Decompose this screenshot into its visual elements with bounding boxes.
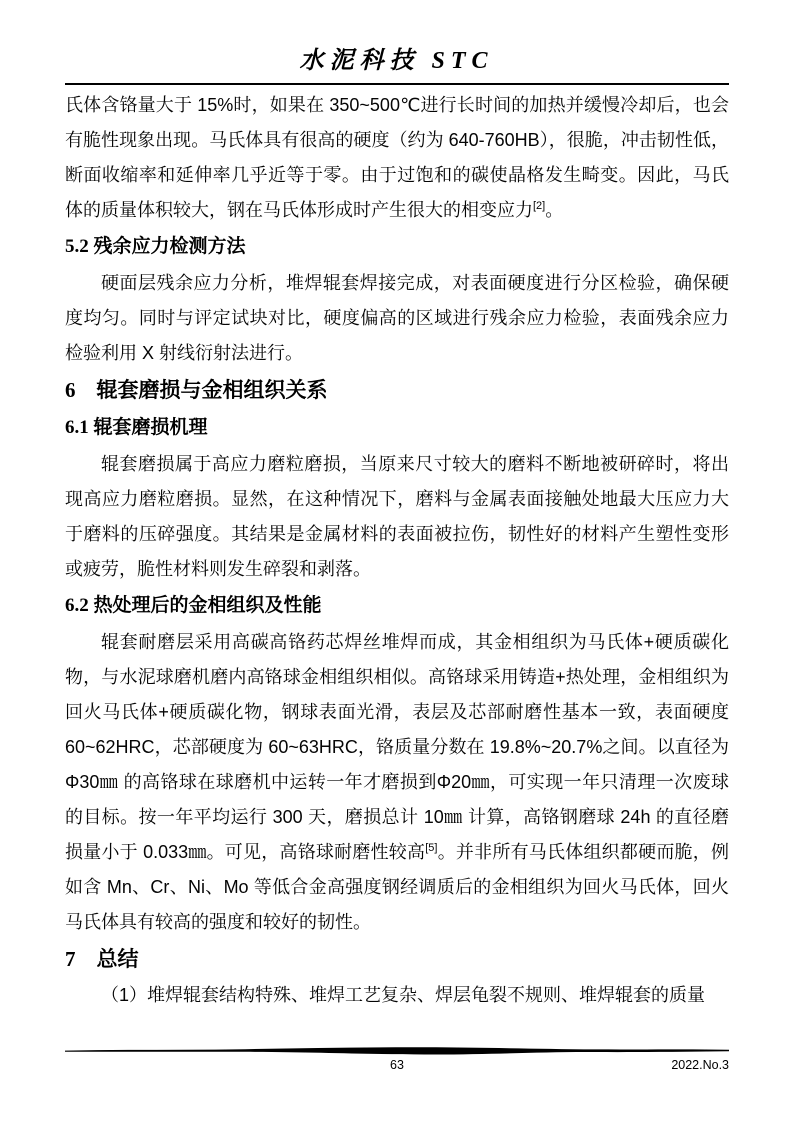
footer-rule [65,1046,729,1056]
page-footer [65,1046,729,1074]
paragraph-text: 氏体含铬量大于 15%时，如果在 350~500℃进行长时间的加热并缓慢冷却后，也会有脆性现象出现。马氏体具有很高的硬度（约为 640-760HB），很脆，冲击韧性低，断面收缩率和延伸率几乎近等于零。由于过饱和的碳使晶格发生畸变。因此，马氏体的质量体积较大，钢在马氏体形成时产生很大的相变应力 [65,95,729,220]
heading-section-5-2: 5.2 残余应力检测方法 [65,236,246,257]
citation-ref-2: [2] [533,200,546,212]
heading-section-7: 7 总结 [65,947,139,971]
paragraph-text-tail: 。 [545,200,564,220]
paragraph-heat-treatment-structure [65,625,729,940]
page-number: 63 [390,1058,404,1072]
paragraph-text: 辊套耐磨层采用高碳高铬药芯焊丝堆焊而成，其金相组织为马氏体+硬质碳化物，与水泥球磨机磨内高铬球金相组织相似。高铬球采用铸造+热处理，金相组织为回火马氏体+硬质碳化物，钢球表面光滑，表层及芯部耐磨性基本一致，表面硬度 60~62HRC，芯部硬度为 60~63HRC，铬质量分数在 19.8%~20.7%之间。以直径为Φ30㎜ 的高铬球在球磨机中运转一年才磨损到Φ20㎜，可实现一年只清理一次废球的目标。按一年平均运行 300 天，磨损总计 10㎜ 计算，高铬钢磨球 24h 的直径磨损量小于 0.033㎜。可见，高铬球耐磨性较高 [65,632,729,862]
header-rule [65,83,729,85]
citation-ref-5: [5] [425,842,438,854]
issue-label: 2022.No.3 [671,1058,729,1072]
paragraph-wear-mechanism: 辊套磨损属于高应力磨粒磨损，当原来尺寸较大的磨料不断地被研碎时，将出现高应力磨粒磨损。显然，在这种情况下，磨料与金属表面接触处地最大压应力大于磨料的压碎强度。其结果是金属材料的表面被拉伤，韧性好的材料产生塑性变形或疲劳，脆性材料则发生碎裂和剥落。 [65,454,729,579]
article-body [65,88,729,1013]
paragraph-text-tail: 。并非所有马氏体组织都硬而脆，例如含 Mn、Cr、Ni、Mo 等低合金高强度钢经调质后的金相组织为回火马氏体，回火马氏体具有较高的强度和较好的韧性。 [65,842,729,932]
footer-text-row [65,1056,729,1074]
journal-title: 水泥科技 STC [299,48,494,74]
heading-section-6-2: 6.2 热处理后的金相组织及性能 [65,595,322,616]
paragraph-residual-stress-method: 硬面层残余应力分析，堆焊辊套焊接完成，对表面硬度进行分区检验，确保硬度均匀。同时与评定试块对比，硬度偏高的区域进行残余应力检验，表面残余应力检验利用 X 射线衍射法进行。 [65,273,729,363]
paragraph-summary-item-1: （1）堆焊辊套结构特殊、堆焊工艺复杂、焊层龟裂不规则、堆焊辊套的质量 [101,985,706,1005]
paragraph-martensite-continuation [65,88,729,228]
heading-section-6: 6 辊套磨损与金相组织关系 [65,378,328,402]
heading-section-6-1: 6.1 辊套磨损机理 [65,417,208,438]
